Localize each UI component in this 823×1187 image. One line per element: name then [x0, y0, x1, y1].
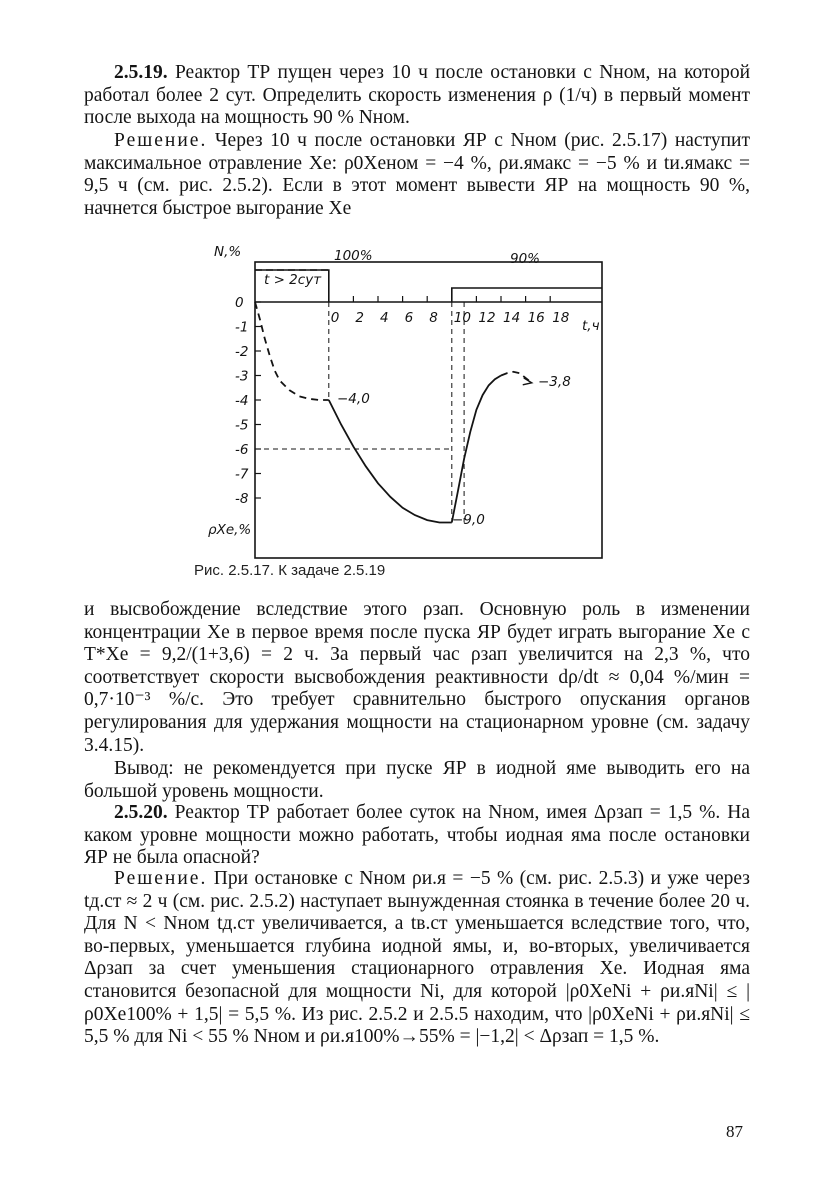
x-tick-label: 18: [552, 310, 570, 326]
y-tick-label: -7: [235, 466, 249, 483]
problem-2-5-19-solution-part2: [84, 599, 750, 757]
problem-number: 2.5.19.: [114, 62, 168, 83]
xenon-curve-segment-3: [452, 376, 501, 523]
problem-2-5-20-statement: [84, 802, 750, 870]
x-tick-label: 0: [330, 310, 340, 326]
problem-2-5-20-solution: [84, 868, 750, 1049]
x-tick-label: 8: [429, 310, 438, 326]
page-number: 87: [726, 1122, 743, 1141]
solution-text: Через 10 ч после остановки ЯР с Nном (рис. 2.5.17) наступит максимальное отравление Xe: ρ0Xeном = −4 %, ρи.ямакс = −5 % и tи.ямакс = 9,5 ч (см. рис. 2.5.2). Если в этот момент вывести ЯР на мощность 90 %, начнется быстрое выгорание Xe: [84, 130, 750, 219]
y-tick-label: -1: [235, 319, 249, 336]
box-label: t > 2сут: [264, 272, 322, 288]
chart-frame: [255, 262, 602, 558]
problem-text-2: Реактор ТР работает более суток на Nном, имея Δρзап = 1,5 %. На каком уровне мощности можно работать, чтобы иодная яма после остановки ЯР не была опасной?: [84, 802, 751, 869]
x-tick-label: 2: [355, 310, 364, 326]
xenon-poisoning-chart: [180, 240, 620, 560]
annotation-minus-3-8: −3,8: [538, 374, 571, 390]
problem-text: Реактор ТР пущен через 10 ч после остановки с Nном, на которой работал более 2 сут. Определить скорость изменения ρ (1/ч) в первый момент после выхода на мощность 90 % Nном.: [84, 62, 751, 129]
solution-label-2: Решение.: [114, 868, 208, 889]
y-tick-label: -6: [235, 442, 249, 458]
y-tick-label: -2: [235, 344, 249, 360]
annotation-minus-9: −9,0: [452, 512, 485, 528]
power-label-90: 90%: [510, 251, 541, 267]
power-label-100: 100%: [334, 248, 373, 264]
figure-caption: Рис. 2.5.17. К задаче 2.5.19: [194, 562, 386, 579]
problem-number-2: 2.5.20.: [114, 802, 168, 823]
y-tick-label: -4: [235, 393, 249, 409]
x-tick-label: 6: [404, 310, 414, 326]
conclusion-text: Вывод: не рекомендуется при пуске ЯР в иодной яме выводить его на большой уровень мощности.: [84, 758, 750, 802]
lower-axis-label: ρXe,%: [208, 522, 252, 538]
x-tick-label: 4: [380, 310, 389, 326]
annotation-minus-4: −4,0: [337, 391, 370, 407]
solution-text-2: При остановке с Nном ρи.я = −5 % (см. рис. 2.5.3) и уже через tд.ст ≈ 2 ч (см. рис. 2.5.2) наступает вынужденная стоянка в течение более 20 ч. Для N < Nном tд.ст увеличивается, а tв.ст уменьшается вследствие того, что, во-первых, уменьшается глубина иодной ямы, и, во-вторых, увеличивается Δρзап за счет уменьшения стационарного отравления Xe. Иодная яма становится безопасной для мощности Ni, для которой |ρ0XeNi + ρи.яNi| ≤ |ρ0Xe100% + 1,5| = 5,5 %. Из рис. 2.5.2 и 2.5.5 находим, что |ρ0XeNi + ρи.яNi| ≤ 5,5 % для Ni < 55 % Nном и ρи.я100%→55% = |−1,2| < Δρзап = 1,5 %.: [84, 868, 751, 1048]
solution-continuation: и высвобождение вследствие этого ρзап. Основную роль в изменении концентрации Xe в первое время после пуска ЯР будет играть выгорание Xe с T*Xe = 9,2/(1+3,6) = 2 ч. За первый час ρзап увеличится на 2,3 %, что соответствует скорости высвобождения реактивности dρ/dt ≈ 0,04 %/мин = 0,7·10⁻³ %/с. Это требует сравнительно быстрого опускания органов регулирования для удержания мощности на стационарном уровне (см. задачу 3.4.15).: [84, 599, 750, 756]
xenon-curve-segment-2: [329, 400, 452, 523]
x-tick-label: 10: [453, 310, 471, 326]
x-tick-label: 12: [478, 310, 496, 326]
upper-axis-label: N,%: [214, 244, 242, 260]
solution-label: Решение.: [114, 130, 208, 151]
xenon-curve-segment-4: [501, 372, 532, 383]
time-axis-label: t,ч: [582, 318, 600, 334]
figure-2-5-17: [180, 240, 620, 600]
y-tick-label: -5: [235, 417, 249, 434]
x-tick-label: 16: [527, 310, 545, 326]
y-tick-label: -3: [235, 368, 249, 385]
y-tick-label: -8: [235, 491, 249, 507]
problem-2-5-19-conclusion: [84, 758, 750, 803]
xenon-curve-segment-1: [255, 302, 329, 400]
problem-2-5-19-solution-part1: [84, 130, 750, 220]
x-tick-label: 14: [503, 310, 521, 326]
problem-2-5-19-statement: [84, 62, 750, 130]
y-tick-label: 0: [235, 295, 244, 311]
